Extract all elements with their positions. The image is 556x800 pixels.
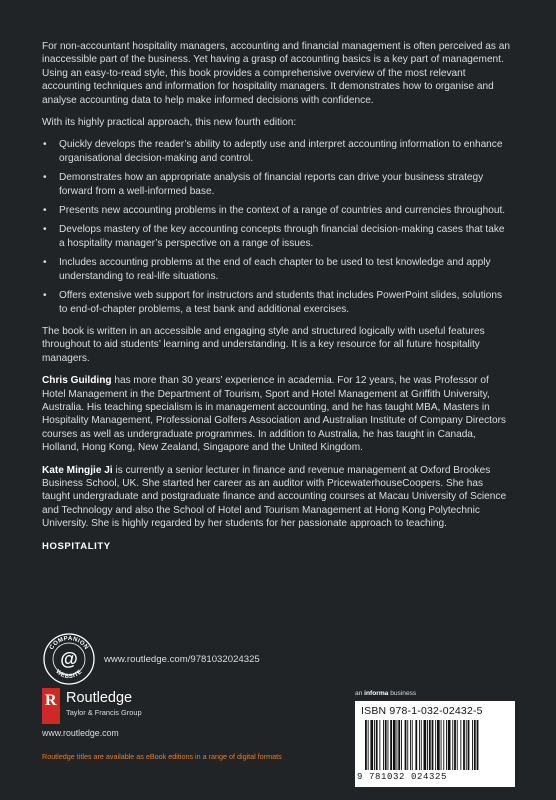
feature-list <box>42 138 512 315</box>
publisher-url[interactable]: www.routledge.com <box>42 728 119 738</box>
list-item: • Develops mastery of the key accounting concepts through financial decision-making cases that take a hospitality manager’s perspective on a range of issues. <box>43 224 505 249</box>
svg-text:WEBSITE: WEBSITE <box>54 668 84 681</box>
publisher-group: Taylor & Francis Group <box>66 708 142 717</box>
svg-text:COMPANION: COMPANION <box>48 635 90 652</box>
author-bio: Kate Mingjie Ji is currently a senior lecturer in finance and revenue management at Oxford Brookes Business School, UK. She started her career as an auditor with PricewaterhouseCoopers. She has taught undergraduate and postgraduate finance and accounting courses at Macau University of Science and Technology and also the School of Hotel and Tourism Management at Hong Kong Polytechnic University. She is highly regarded by her students for her passionate approach to teaching. <box>42 464 507 530</box>
list-item: • Demonstrates how an appropriate analysis of financial reports can drive your business strategy forward from a well-informed base. <box>43 172 484 197</box>
companion-website-icon <box>42 632 96 686</box>
lead-in: With its highly practical approach, this new fourth edition: <box>42 117 297 129</box>
bullet-icon: • <box>43 172 47 184</box>
isbn-barcode <box>355 701 515 787</box>
cover-text <box>42 40 512 553</box>
intro-paragraph: For non-accountant hospitality managers, accounting and financial management is often perceived as an inaccessible part of the business. Yet having a grasp of accounting basics is a key part of management. Using an easy-to-read style, this book provides a comprehensive overview of the most relevant accounting techniques and information for hospitality managers. It demonstrates how to organise and analyse accounting data to help make informed decisions with confidence. <box>42 41 510 106</box>
routledge-r-icon: R <box>42 688 60 724</box>
author-name: Chris Guilding <box>42 375 112 387</box>
bullet-icon: • <box>43 290 47 302</box>
bullet-icon: • <box>43 224 47 236</box>
list-item: • Offers extensive web support for instructors and students that includes PowerPoint slides, solutions to end-of-chapter problems, a test bank and additional exercises. <box>43 290 503 315</box>
list-item: • Includes accounting problems at the end of each chapter to be used to test knowledge and apply understanding to real-life situations. <box>43 257 491 282</box>
barcode-icon <box>361 720 509 772</box>
ebook-note: Routledge titles are available as eBook editions in a range of digital formats <box>42 752 282 761</box>
companion-url[interactable]: www.routledge.com/9781032024325 <box>104 654 260 665</box>
list-item: • Quickly develops the reader’s ability to adeptly use and interpret accounting information to enhance organisational decision-making and control. <box>43 139 503 164</box>
informa-business: an informa business <box>355 690 417 697</box>
summary-paragraph: The book is written in an accessible and engaging style and structured logically with useful features throughout to aid students’ learning and understanding. It is a key resource for all future hospitality managers. <box>42 325 485 364</box>
list-item: • Presents new accounting problems in the context of a range of countries and currencies throughout. <box>43 205 506 217</box>
barcode-digits: 9 781032 024325 <box>357 772 448 782</box>
svg-text:@: @ <box>60 649 78 669</box>
publisher-name: Routledge <box>66 690 133 706</box>
isbn-label: ISBN 978-1-032-02432-5 <box>361 705 483 717</box>
subject-label: HOSPITALITY <box>42 540 111 552</box>
routledge-logo <box>42 688 232 738</box>
bullet-icon: • <box>43 139 47 151</box>
author-bio: Chris Guilding has more than 30 years’ experience in academia. For 12 years, he was Professor of Hotel Management in the Department of Tourism, Sport and Hotel Management at Griffith University, Australia. His teaching specialism is in management accounting, and he has taught MBA, Masters in Hospitality Management, Professional Golfers Association and Australian Institute of Company Directors courses as well as undergraduate programmes. In addition to Australia, he has taught in Canada, Holland, Hong Kong, New Zealand, Singapore and the United Kingdom. <box>42 375 506 454</box>
bullet-icon: • <box>43 257 47 269</box>
author-name: Kate Mingjie Ji <box>42 464 113 476</box>
bullet-icon: • <box>43 205 47 217</box>
